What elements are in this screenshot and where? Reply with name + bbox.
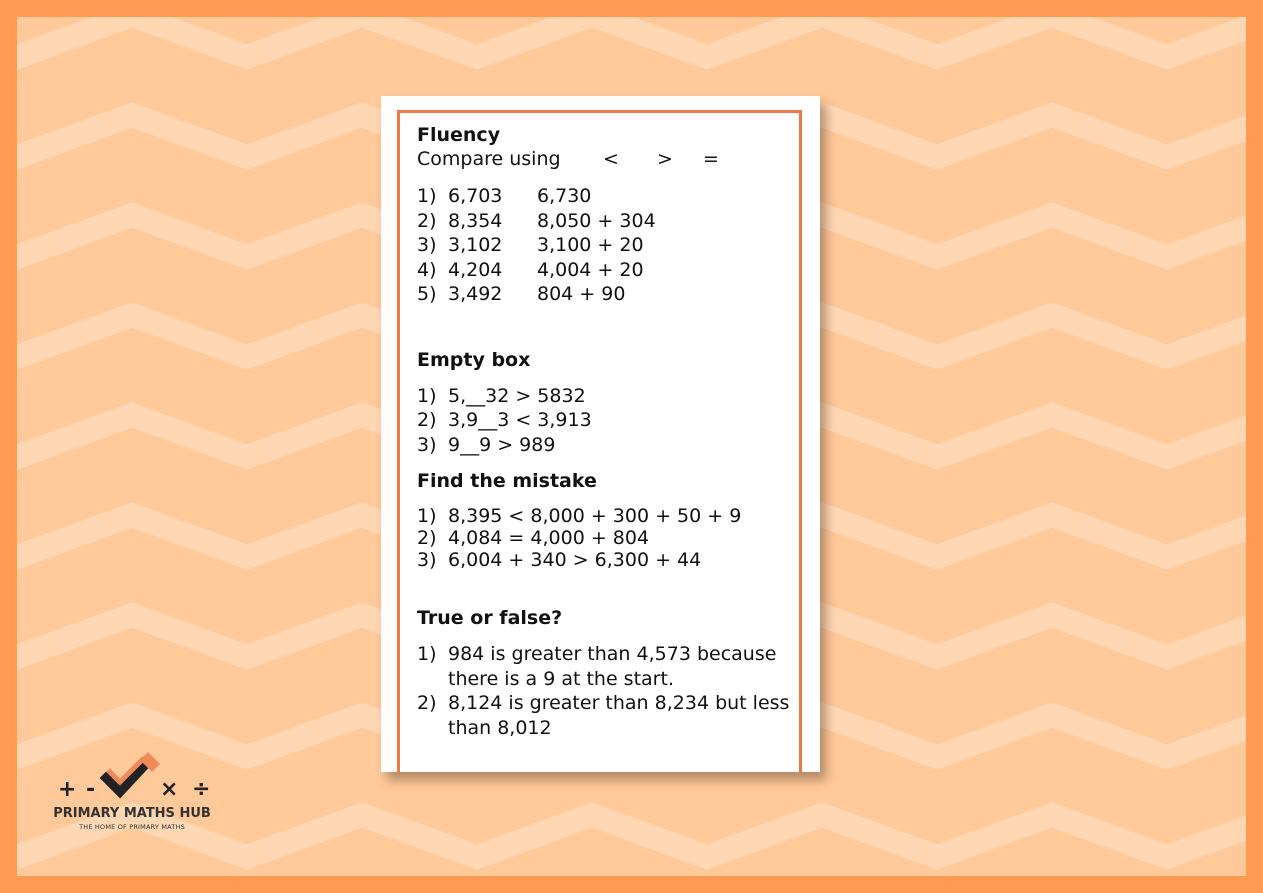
right-value: 8,050 + 304 (537, 209, 656, 232)
fluency-list (417, 184, 797, 307)
true-false-title: True or false? (417, 607, 563, 629)
right-value: 4,004 + 20 (537, 258, 644, 281)
item-number: 3) (417, 234, 437, 256)
item-number: 2) (417, 527, 437, 549)
find-mistake-item (417, 505, 797, 527)
item-text: 3,9__3 < 3,913 (448, 409, 592, 431)
true-false-item (417, 642, 797, 691)
find-mistake-list (417, 505, 797, 571)
instruction-text: Compare using (417, 148, 561, 170)
empty-box-item (417, 408, 797, 433)
chevron-stripe (17, 17, 1246, 57)
item-number: 2) (417, 692, 437, 714)
item-number: 1) (417, 185, 437, 207)
item-text: 9__9 > 989 (448, 433, 556, 456)
empty-box-section (417, 348, 797, 458)
left-value: 3,102 (448, 234, 503, 256)
compare-instruction (417, 147, 797, 171)
right-value: 804 + 90 (537, 283, 626, 305)
fluency-item (417, 282, 797, 307)
fluency-title: Fluency (417, 124, 501, 146)
empty-box-list (417, 384, 797, 458)
empty-box-item (417, 433, 797, 458)
brand-name: PRIMARY MATHS HUB (53, 806, 211, 821)
true-false-list (417, 642, 797, 740)
item-text: 8,124 is greater than 8,234 but less than 8,012 (448, 692, 790, 739)
item-number: 2) (417, 209, 437, 232)
item-number: 1) (417, 505, 437, 527)
item-number: 4) (417, 258, 437, 281)
find-mistake-section (417, 469, 797, 571)
fluency-item (417, 184, 797, 209)
left-value: 4,204 (448, 258, 503, 281)
less-than-symbol: < (603, 148, 619, 170)
item-number: 1) (417, 643, 437, 665)
empty-box-title: Empty box (417, 348, 531, 371)
item-number: 3) (417, 433, 437, 456)
multiply-icon: × (160, 777, 179, 802)
item-number: 1) (417, 384, 437, 407)
item-number: 2) (417, 409, 437, 431)
left-value: 8,354 (448, 209, 503, 232)
item-text: 8,395 < 8,000 + 300 + 50 + 9 (448, 505, 742, 527)
find-mistake-item (417, 527, 797, 549)
equals-symbol: = (703, 148, 719, 170)
divide-icon: ÷ (192, 777, 211, 802)
left-value: 3,492 (448, 283, 503, 305)
fluency-item (417, 258, 797, 283)
greater-than-symbol: > (657, 148, 673, 170)
minus-icon: - (86, 777, 96, 802)
find-mistake-item (417, 549, 797, 571)
right-value: 3,100 + 20 (537, 234, 644, 256)
left-value: 6,703 (448, 185, 503, 207)
item-text: 984 is greater than 4,573 because there is a 9 at the start. (448, 643, 777, 690)
worksheet-card (381, 96, 820, 772)
item-number: 3) (417, 549, 437, 571)
worksheet-content (417, 123, 797, 740)
item-text: 6,004 + 340 > 6,300 + 44 (448, 549, 702, 571)
empty-box-item (417, 384, 797, 409)
brand-tagline: THE HOME OF PRIMARY MATHS (79, 823, 185, 831)
item-text: 5,__32 > 5832 (448, 384, 586, 407)
right-value: 6,730 (537, 185, 592, 207)
fluency-item (417, 233, 797, 258)
plus-icon: + (58, 777, 77, 802)
find-mistake-title: Find the mistake (417, 470, 597, 492)
item-text: 4,084 = 4,000 + 804 (448, 527, 650, 549)
fluency-section (417, 123, 797, 307)
true-false-section (417, 606, 797, 740)
fluency-item (417, 209, 797, 234)
item-number: 5) (417, 283, 437, 305)
true-false-item (417, 691, 797, 740)
